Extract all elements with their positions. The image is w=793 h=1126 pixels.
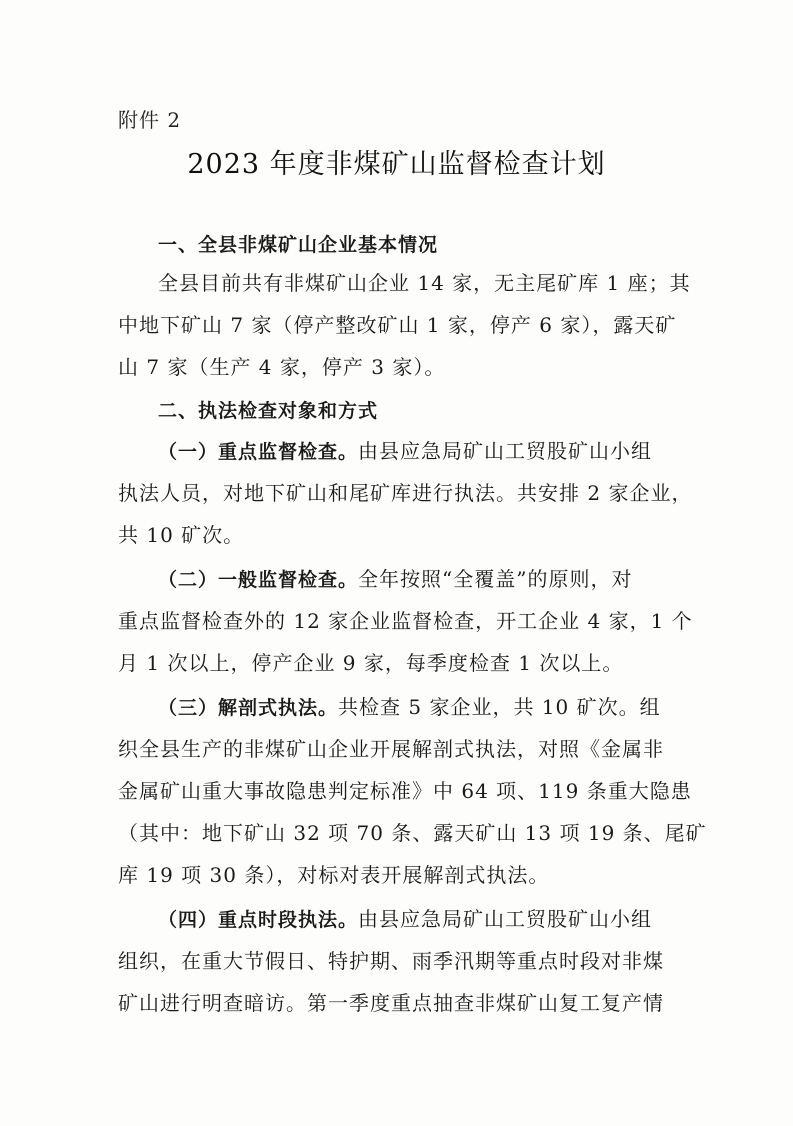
item-label-anatomical-enforcement: （三）解剖式执法。: [158, 697, 339, 719]
paragraph-line: 织全县生产的非煤矿山企业开展解剖式执法，对照《金属非: [118, 737, 664, 761]
paragraph-line: [158, 692, 661, 722]
paragraph-line: 执法人员，对地下矿山和尾矿库进行执法。共安排 2 家企业，: [118, 481, 693, 505]
paragraph-text: 由县应急局矿山工贸股矿山小组: [358, 907, 653, 931]
paragraph-line: 组织，在重大节假日、特护期、雨季汛期等重点时段对非煤: [118, 949, 664, 973]
item-label-key-period-enforcement: （四）重点时段执法。: [158, 909, 359, 931]
paragraph-line: [158, 436, 652, 466]
item-label-key-supervision: （一）重点监督检查。: [158, 441, 359, 463]
paragraph-line: 山 7 家（生产 4 家，停产 3 家）。: [118, 355, 446, 379]
attachment-label: 附件 2: [118, 108, 182, 132]
paragraph-line: 重点监督检查外的 12 家企业监督检查，开工企业 4 家，1 个: [118, 609, 693, 633]
section-heading-basic-info: 一、全县非煤矿山企业基本情况: [158, 234, 439, 256]
paragraph-line: 中地下矿山 7 家（停产整改矿山 1 家，停产 6 家），露天矿: [118, 313, 677, 337]
paragraph-line: 金属矿山重大事故隐患判定标准》中 64 项、119 条重大隐患: [118, 779, 692, 803]
paragraph-line: （其中：地下矿山 32 项 70 条、露天矿山 13 项 19 条、尾矿: [118, 821, 707, 845]
section-heading-inspection: 二、执法检查对象和方式: [158, 400, 379, 422]
paragraph-text: 全年按照“全覆盖”的原则，对: [358, 567, 633, 591]
paragraph-line: 库 19 项 30 条），对标对表开展解剖式执法。: [118, 863, 550, 887]
paragraph-text: 共检查 5 家企业，共 10 矿次。组: [338, 695, 661, 719]
paragraph-text: 由县应急局矿山工贸股矿山小组: [358, 439, 653, 463]
paragraph-line: [158, 904, 652, 934]
paragraph-line: 月 1 次以上，停产企业 9 家，每季度检查 1 次以上。: [118, 651, 624, 675]
paragraph-line: [158, 564, 632, 594]
paragraph-line: 共 10 矿次。: [118, 523, 245, 547]
item-label-general-supervision: （二）一般监督检查。: [158, 569, 359, 591]
document-title: 2023 年度非煤矿山监督检查计划: [187, 149, 606, 180]
paragraph-line: 全县目前共有非煤矿山企业 14 家，无主尾矿库 1 座；其: [158, 271, 691, 295]
paragraph-line: 矿山进行明查暗访。第一季度重点抽查非煤矿山复工复产情: [118, 991, 664, 1015]
